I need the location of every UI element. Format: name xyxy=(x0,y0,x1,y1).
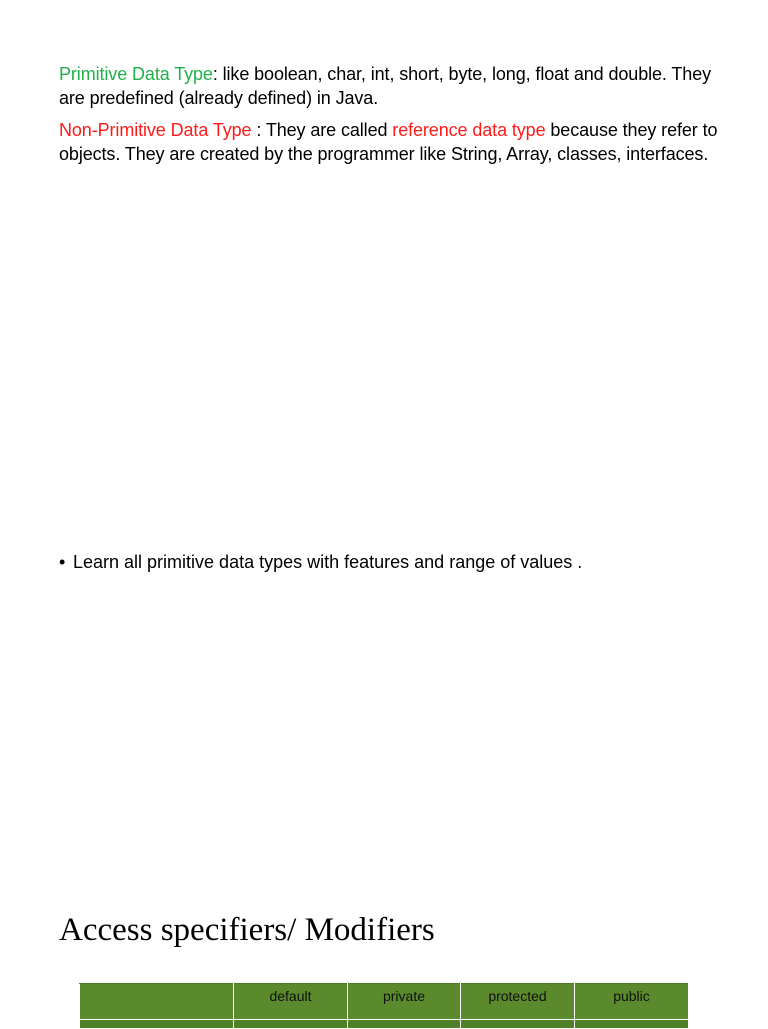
table-cell xyxy=(234,1020,348,1029)
table-cell xyxy=(575,1020,689,1029)
primitive-description: : like boolean, char, int, short, byte, long, float and double. They are predefined (already defined) in Java. xyxy=(59,64,712,108)
section-title: Access specifiers/ Modifiers xyxy=(59,912,435,948)
bullet-text: Learn all primitive data types with features and range of values . xyxy=(73,552,583,572)
table-header-cell xyxy=(80,984,234,1020)
table-header-row xyxy=(80,984,689,1020)
table-row xyxy=(80,1020,689,1029)
non-primitive-term: Non-Primitive Data Type xyxy=(59,120,252,140)
access-modifiers-table xyxy=(79,983,689,1029)
table-cell xyxy=(348,1020,461,1029)
primitive-term: Primitive Data Type xyxy=(59,64,213,84)
table-header-private: private xyxy=(348,984,461,1020)
non-primitive-definition xyxy=(59,118,719,166)
non-primitive-text-b: because they refer to objects. They are created by the programmer like String, Array, classes, interfaces. xyxy=(59,120,718,164)
bullet-item xyxy=(59,550,739,574)
table-header-public: public xyxy=(575,984,689,1020)
table-cell xyxy=(80,1020,234,1029)
table-header-default: default xyxy=(234,984,348,1020)
table-header-protected: protected xyxy=(461,984,575,1020)
access-modifiers-table-wrap xyxy=(79,983,688,1029)
bullet-dot: • xyxy=(59,552,66,572)
non-primitive-text-a: : They are called xyxy=(251,120,393,140)
reference-data-type-highlight: reference data type xyxy=(392,120,546,140)
primitive-definition xyxy=(59,62,719,110)
table-cell xyxy=(461,1020,575,1029)
